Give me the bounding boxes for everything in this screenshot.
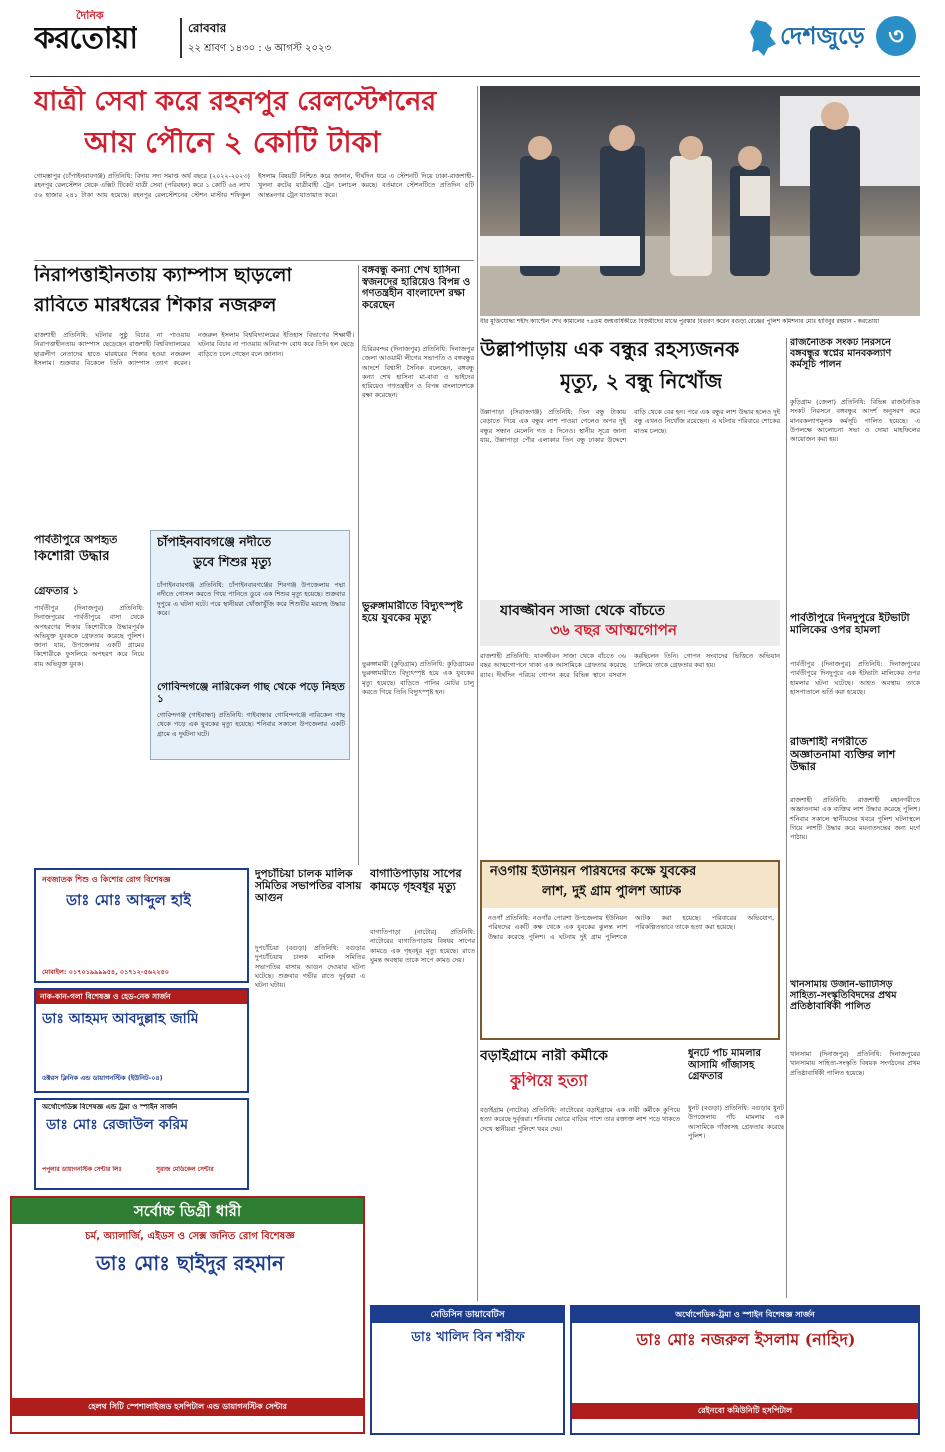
- electric-headline: ভুরুঙ্গামারীতে বিদ্যুৎস্পৃষ্ট হয়ে যুবকের মৃত্যু: [362, 600, 463, 625]
- snake-headline: বাগাতিপাড়ায় সাপের কামড়ে গৃহবধূর মৃত্যু: [370, 868, 462, 893]
- rajshahi-headline: রাজশাহী নগরীতে অজ্ঞাতনামা ব্যক্তির লাশ উদ্ধার: [790, 736, 896, 774]
- masthead: [0, 0, 945, 80]
- story-union: [480, 860, 780, 1040]
- photo-caption: বীর মুক্তিযোদ্ধা শহীদ ক্যাপ্টেন শেখ কামালের ৭৪তম জন্মবার্ষিকীতে বিজয়ীদের মাঝে পুরস্কার বিতরণ করেন বগুড়া রেঞ্জের পুলিশ কমিশনার মোঃ হাবিবুর রহমান - করতোয়া: [480, 318, 880, 325]
- campus-body: রাজশাহী প্রতিনিধি: ঘটনার সুষ্ঠু বিচার না পাওয়ায় নিরাপত্তাহীনতায় ক্যাম্পাস ছেড়েছেন রাজশাহী বিশ্ববিদ্যালয়ের ছাত্রলীগ নেতাদের হাতে মারধরের শিকার হওয়া নজরুল ইসলাম। শুক্রবার বিকেলে তিনি ক্যাম্পাস ত্যাগ করেন। নজরুল ইসলাম বিশ্ববিদ্যালয়ের ইতিহাস বিভাগের শিক্ষার্থী। ঘটনার বিচার না পাওয়ায় অনিরাপদ বোধ করে তিনি হল ছেড়ে বাড়িতে চলে গেছেন বলে জানান।: [34, 331, 354, 367]
- campus-headline-1: নিরাপত্তাহীনতায় ক্যাম্পাস ছাড়লো: [34, 265, 292, 286]
- bus-headline: দুপচাঁচিয়া চালক মালিক সমিতির সভাপতির বাসায় আগুন: [255, 868, 362, 905]
- ad2-top-banner: নাক-কান-গলা বিশেষজ্ঞ ও হেড-নেক সার্জন: [36, 990, 247, 1004]
- tree-body: গোবিন্দগঞ্জ (গাইবান্ধা) প্রতিনিধি: গাইবান্ধার গোবিন্দগঞ্জে নারিকেল গাছ থেকে পড়ে এক যুবকের মৃত্যু হয়েছে। শনিবার সকালে উপজেলার একটি গ্রামে এ দুর্ঘটনা ঘটে।: [157, 711, 345, 738]
- ad5-top: মেডিসিন ডায়াবেটিস: [372, 1307, 563, 1323]
- hiding-headline-1: যাবজ্জীবন সাজা থেকে বাঁচতে: [500, 603, 665, 619]
- ad3-right: সুরাজ মেডিকেল সেন্টার: [156, 1166, 214, 1173]
- union-body: নওগাঁ প্রতিনিধি: নওগাঁর পোরশা উপজেলায় ইউনিয়ন পরিষদের একটি কক্ষ থেকে এক যুবকের ঝুলন্ত লাশ উদ্ধার করেছে পুলিশ। এ ঘটনায় দুই গ্রাম পুলিশকে আটক করা হয়েছে। পরিবারের অভিযোগ, পরিকল্পিতভাবে তাকে হত্যা করা হয়েছে।: [488, 914, 774, 941]
- ad4-top-banner: সর্বোচ্চ ডিগ্রী ধারী: [12, 1198, 363, 1224]
- campus-headline-2: রাবিতে মারধরের শিকার নজরুল: [34, 295, 277, 316]
- hiding-headline-2: ৩৬ বছর আত্মগোপন: [550, 622, 677, 639]
- ad-doctor-khalid: [370, 1305, 565, 1435]
- khanshama-body: খানসামা (দিনাজপুর) প্রতিনিধি: দিনাজপুরের খানসামায় সাহিত্য-সংস্কৃতি বিষয়ক সংগঠনের প্রথম প্রতিষ্ঠাবার্ষিকী পালিত হয়েছে।: [790, 1050, 920, 1077]
- story-hiding: [480, 600, 780, 855]
- ad3-left: পপুলার ডায়াগনস্টিক সেন্টার লিঃ: [42, 1166, 122, 1173]
- ad2-clinic: ডক্টরস ক্লিনিক এন্ড ডায়াগনস্টিক (ইউনিট-০৪): [42, 1074, 163, 1082]
- story-political: [790, 338, 920, 608]
- hiding-body: রাজশাহী প্রতিনিধি: যাবজ্জীবন সাজা থেকে বাঁচতে ৩৬ বছর আত্মগোপনে থাকা এক আসামিকে গ্রেফতার করেছে র‍্যাব। দীর্ঘদিন পরিচয় গোপন করে বিভিন্ন স্থানে বসবাস করছিলেন তিনি। গোপন সংবাদের ভিত্তিতে অভিযান চালিয়ে তাকে গ্রেফতার করা হয়।: [480, 652, 780, 679]
- ad6-top: অর্থোপেডিক-ট্রমা ও স্পাইন বিশেষজ্ঞ সার্জন: [572, 1307, 918, 1323]
- ad1-name: ডাঃ মোঃ আব্দুল হাই: [66, 891, 192, 909]
- ad-doctor-jami: [34, 988, 249, 1093]
- story-missing: [480, 338, 780, 588]
- missing-body: উল্লাপাড়া (সিরাজগঞ্জ) প্রতিনিধি: তিন বন্ধু টাকায় বেড়াতে গিয়ে এক বন্ধুর লাশ পাওয়া গেলেও অপর দুই বন্ধুর সন্ধান মেলেনি গত ৫ দিনেও। স্থানীয় সূত্রে জানা যায়, উল্লাপাড়া পৌর এলাকার তিন বন্ধু ঢাকার উদ্দেশে বাড়ি থেকে বের হন। পরে এক বন্ধুর লাশ উদ্ধার হলেও দুই বন্ধু এখনও নিখোঁজ রয়েছেন। এ ঘটনায় পরিবারে শোকের মাতম চলছে।: [480, 408, 780, 444]
- issue-day: রোববার: [188, 21, 227, 35]
- section-title: দেশজুড়ে: [780, 22, 865, 50]
- story-electric: [362, 600, 474, 870]
- story-sheikh: [362, 265, 474, 595]
- ad1-phone: মোবাইল: ০১৭০১৯৯৯৯৫৪, ০১৭১২-৫৬২২৫০: [42, 968, 170, 976]
- ad6-bottom: রেইনবো কমিউনিটি হসপিটাল: [572, 1403, 918, 1419]
- masthead-rule: [30, 76, 920, 77]
- bangladesh-map-icon: [748, 18, 778, 58]
- news-photo-award-ceremony: [480, 86, 920, 316]
- rajshahi-body: রাজশাহী প্রতিনিধি: রাজশাহী মহানগরীতে অজ্ঞাতনামা এক ব্যক্তির লাশ উদ্ধার করেছে পুলিশ। শনিবার সকালে স্থানীয়দের খবরে পুলিশ ঘটনাস্থলে গিয়ে লাশটি উদ্ধার করে ময়নাতদন্তের জন্য মর্গে পাঠায়।: [790, 796, 920, 842]
- story-bus: [255, 868, 365, 1118]
- story-rajshahi: [790, 736, 920, 976]
- union-headline-2: লাশ, দুই গ্রাম পুলিশ আটক: [542, 885, 682, 899]
- union-headline-box: [482, 862, 778, 908]
- ad-doctor-saidur: [10, 1196, 365, 1434]
- ad-doctor-rezaul: [34, 1098, 249, 1190]
- ad4-bottom: হেলথ সিটি স্পেশালাইজড হসপিটাল এন্ড ডায়াগনস্টিক সেন্টার: [12, 1398, 363, 1416]
- ad4-sub: চর্ম, অ্যালার্জি, এইডস ও সেক্স জনিত রোগ বিশেষজ্ঞ: [85, 1231, 295, 1242]
- ad1-top: নবজাতক শিশু ও কিশোর রোগ বিশেষজ্ঞ: [42, 874, 171, 884]
- bus-body: দুপচাঁচিয়া (বগুড়া) প্রতিনিধি: বগুড়ার দুপচাঁচিয়ায় চালক মালিক সমিতির সভাপতির বাসায় আগুন দেওয়ার ঘটনা ঘটেছে। শুক্রবার গভীর রাতে দুর্বৃত্তরা এ ঘটনা ঘটায়।: [255, 944, 365, 990]
- story-dhunot: [688, 1048, 784, 1298]
- masthead-divider: [180, 18, 182, 58]
- story-brick: [790, 612, 920, 732]
- dhunot-headline: ধুনটে পাঁচ মামলার আসামি গাঁজাসহ গ্রেফতার: [688, 1048, 761, 1082]
- section-badge: [748, 14, 918, 64]
- political-body: কুড়িগ্রাম (জেলা) প্রতিনিধি: বিভিন্ন রাজনৈতিক সংকট নিরসনে বঙ্গবন্ধুর আদর্শ অনুসরণ করে মানবকল্যাণমূলক কর্মসূচি পালিত হয়েছে। এ উপলক্ষে আলোচনা সভা ও দোয়া মাহফিলের আয়োজন করা হয়।: [790, 398, 920, 444]
- worker-headline-2: কুপিয়ে হত্যা: [510, 1072, 588, 1090]
- girl-body: পার্বতীপুর (দিনাজপুর) প্রতিনিধি: দিনাজপুরের পার্বতীপুরে বাসা থেকে অপহরণের শিকার কিশোরীকে উদ্ধারপূর্বক অভিযুক্ত যুবককে গ্রেফতার করেছে পুলিশ। জানা যায়, উপজেলার একটি গ্রামের কিশোরীকে ফুসলিয়ে অপহরণ করে নিয়ে যায় অভিযুক্ত যুবক।: [34, 604, 144, 668]
- missing-headline-1: উল্লাপাড়ায় এক বন্ধুর রহস্যজনক: [480, 338, 740, 361]
- column-rule-2: [477, 86, 478, 1301]
- electric-body: ভুরুঙ্গামারী (কুড়িগ্রাম) প্রতিনিধি: কুড়িগ্রামের ভুরুঙ্গামারীতে বিদ্যুৎস্পৃষ্ট হয়ে এক যুবকের মৃত্যু হয়েছে। বাড়িতে পানির মোটর চালু করতে গিয়ে তিনি বিদ্যুৎস্পৃষ্ট হন।: [362, 660, 474, 696]
- logo-big-text: করতোয়া: [34, 22, 138, 56]
- girl-headline-2: কিশোরী উদ্ধার: [34, 550, 110, 564]
- column-rule-3: [786, 338, 787, 1298]
- drown-headline-1: চাঁপাইনবাবগঞ্জে নদীতে: [157, 535, 272, 549]
- tree-headline: গোবিন্দগঞ্জে নারিকেল গাছ থেকে পড়ে নিহত ১: [157, 681, 345, 706]
- lead-story: [34, 86, 474, 256]
- story-girl: [34, 530, 144, 830]
- story-campus: [34, 265, 354, 525]
- brick-headline: পার্বতীপুরে দিনদুপুরে ইটভাটা মালিকের ওপর হামলা: [790, 612, 910, 637]
- story-worker: [480, 1048, 680, 1298]
- lead-headline-2: আয় পৌনে ২ কোটি টাকা: [84, 126, 381, 159]
- logo-small-text: দৈনিক: [76, 10, 104, 22]
- ad2-name: ডাঃ আহমদ আবদুল্লাহ জামি: [42, 1011, 199, 1027]
- missing-headline-2: মৃত্যু, ২ বন্ধু নিখোঁজ: [560, 370, 723, 393]
- lead-headline-1: যাত্রী সেবা করে রহনপুর রেলস্টেশনের: [34, 86, 437, 117]
- khanshama-headline: খানসামায় উজান-ভাটিসিঁড় সাহিত্য-সংস্কৃতিবিদদের প্রথম প্রতিষ্ঠাবার্ষিকী পালিত: [790, 980, 897, 1012]
- story-snake: [370, 868, 475, 1118]
- sheikh-headline: বঙ্গবন্ধু কন্যা শেখ হাসিনা স্বজনদের হারিয়েও বিপন্ন ও গণতন্ত্রহীন বাংলাদেশ রক্ষা করেছেন: [362, 265, 471, 311]
- column-rule-1: [358, 265, 359, 865]
- ad-doctor-hai: [34, 868, 249, 983]
- girl-headline-1: পার্বতীপুরে অপহৃত: [34, 534, 118, 546]
- girl-arrest: গ্রেফতার ১: [34, 586, 79, 597]
- snake-body: বাগাতিপাড়া (নাটোর) প্রতিনিধি: নাটোরের বাগাতিপাড়ায় বিষধর সাপের কামড়ে এক গৃহবধূর মৃত্যু হয়েছে। রাতে ঘুমন্ত অবস্থায় তাকে সাপে কামড় দেয়।: [370, 928, 475, 964]
- worker-body: বড়াইগ্রাম (নাটোর) প্রতিনিধি: নাটোরের বড়াইগ্রামে এক নারী কর্মীকে কুপিয়ে হত্যা করেছে দুর্বৃত্তরা। শনিবার ভোরে বাড়ির পাশে তার রক্তাক্ত লাশ পড়ে থাকতে দেখে স্থানীয়রা পুলিশে খবর দেয়।: [480, 1106, 680, 1133]
- page-number-badge: ৩: [876, 16, 916, 56]
- newspaper-logo: [34, 10, 174, 62]
- ad-doctor-nazrul: [570, 1305, 920, 1435]
- ad3-top: অর্থোপেডিক্স বিশেষজ্ঞ এন্ড ট্রমা ও স্পাইন সার্জন: [42, 1103, 178, 1111]
- story-drown: [150, 530, 350, 760]
- dhunot-body: ধুনট (বগুড়া) প্রতিনিধি: বগুড়ার ধুনট উপজেলায় পাঁচ মামলার এক আসামিকে গাঁজাসহ গ্রেফতার করেছে পুলিশ।: [688, 1104, 784, 1140]
- sheikh-body: চিরিরবন্দর (দিনাজপুর) প্রতিনিধি: দিনাজপুর জেলা আওয়ামী লীগের সভাপতি ও বঙ্গবন্ধুর আদর্শে বিশ্বাসী সৈনিক বলেছেন, বঙ্গবন্ধু কন্যা শেখ হাসিনা মা-বাবা ও ভাইদের হারিয়েও গণতন্ত্রহীন ও বিপন্ন বাংলাদেশকে রক্ষা করেছেন।: [362, 345, 474, 400]
- divider-1: [34, 260, 474, 261]
- political-headline: রাজনৈতিক সংকট নিরসনে বঙ্গবন্ধুর স্বপ্নের মানবকল্যাণ কর্মসূচি পালন: [790, 338, 892, 370]
- issue-date: ২২ শ্রাবণ ১৪৩০ : ৬ আগস্ট ২০২৩: [188, 43, 332, 54]
- union-headline-1: নওগাঁয় ইউনিয়ন পরিষদের কক্ষে যুবকের: [490, 865, 697, 879]
- brick-body: পার্বতীপুর (দিনাজপুর) প্রতিনিধি: দিনাজপুরের পার্বতীপুরে দিনদুপুরে এক ইটভাটা মালিকের ওপর হামলার ঘটনা ঘটেছে। আহত অবস্থায় তাকে হাসপাতালে ভর্তি করা হয়েছে।: [790, 660, 920, 696]
- worker-headline-1: বড়াইগ্রামে নারী কর্মীকে: [480, 1048, 608, 1064]
- ad6-name: ডাঃ মোঃ নজরুল ইসলাম (নাহিদ): [636, 1330, 856, 1349]
- lead-body: গোমস্তাপুর (চাঁপাইনবাবগঞ্জ) প্রতিনিধি: বিদায় সদ্য সমাপ্ত অর্থ বছরে (২০২২-২০২৩) রহনপুর রেলস্টেশন থেকে এক্সিট টিকেট যাত্রী সেবা (পরিবহন) করে ১ কোটি ৬৪ লাখ ৫৬ হাজার ২৪১ টাকা আয় হয়েছে। রহনপুর রেলস্টেশনের স্টেশন মাস্টার শফিকুল ইসলাম বিষয়টি নিশ্চিত করে জানান, দীর্ঘদিন ধরে এ স্টেশনটি দিয়ে ঢাকা-রাজশাহী-খুলনা রুটের যাত্রীবাহী ট্রেন চলাচল করছে। বর্তমানে স্টেশনটিতে প্রতিদিন ৫টি আন্তঃনগর ট্রেন যাতায়াত করে।: [34, 172, 474, 199]
- hiding-headline-box: [480, 600, 780, 646]
- ad3-name: ডাঃ মোঃ রেজাউল করিম: [46, 1117, 189, 1133]
- drown-body: চাঁপাইনবাবগঞ্জ প্রতিনিধি: চাঁপাইনবাবগঞ্জের শিবগঞ্জ উপজেলায় পদ্মা নদীতে গোসল করতে গিয়ে পানিতে ডুবে এক শিশুর মৃত্যু হয়েছে। শুক্রবার দুপুরে এ ঘটনা ঘটে। পরে স্থানীয়রা খোঁজাখুঁজি করে শিশুটির মরদেহ উদ্ধার করে।: [157, 581, 345, 617]
- drown-headline-2: ডুবে শিশুর মৃত্যু: [193, 555, 272, 569]
- ad4-name: ডাঃ মোঃ ছাইদুর রহমান: [96, 1251, 284, 1275]
- ad5-name: ডাঃ খালিদ বিন শরীফ: [411, 1330, 525, 1345]
